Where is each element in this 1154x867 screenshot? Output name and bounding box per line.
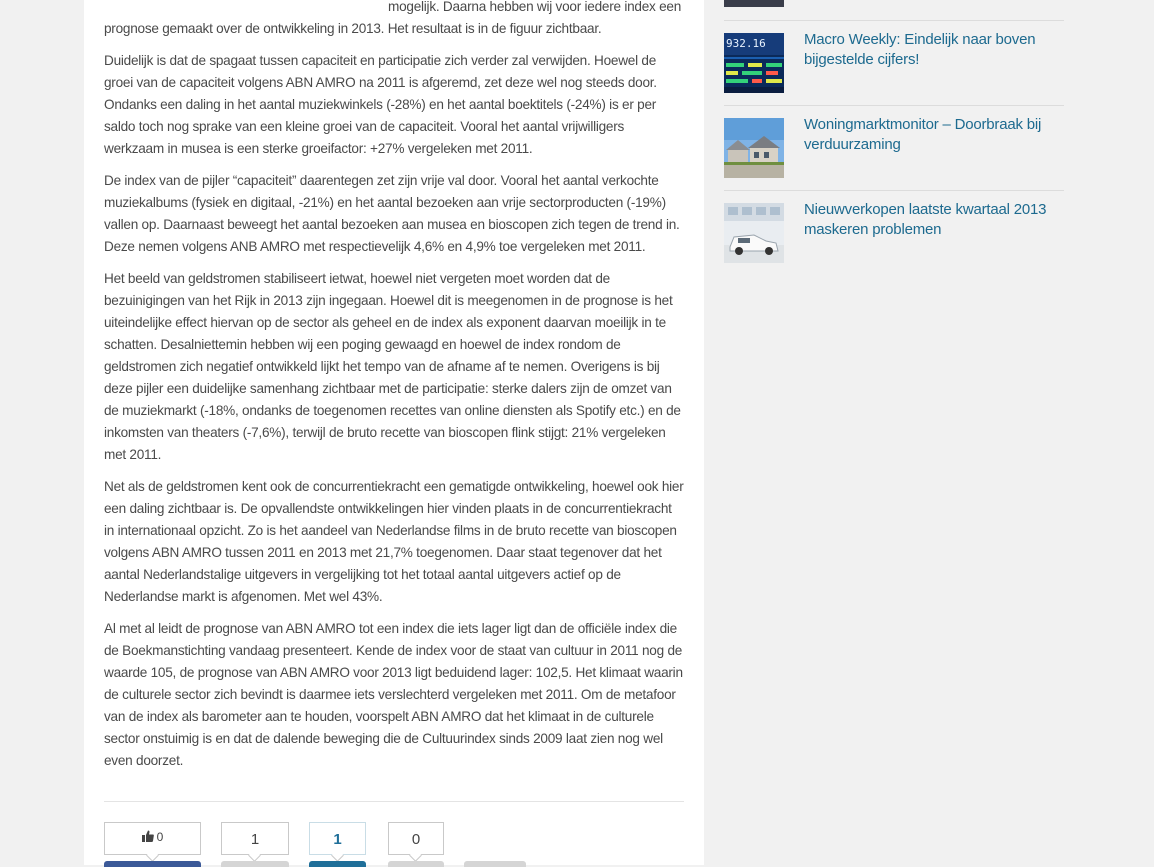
twitter-count: 1 <box>250 831 260 848</box>
googleplus-button-base[interactable] <box>388 861 444 867</box>
extra-share-button-base[interactable] <box>464 861 526 867</box>
article-paragraph: Duidelijk is dat de spagaat tussen capaciteit en participatie zich verder zal verwijden. Hoewel de groei van de capaciteit volgens ABN AMRO na 2011 is afgeremd, zet deze wel nog steeds door. Ondanks een daling in het aantal muziekwinkels (-28%) en het aantal boektitels (-24%) is er per saldo toch nog sprake van een kleine groei van de capaciteit. Vooral het aantal vrijwilligers werkzaam in musea is een sterke groeifactor: +27% vergeleken met 2011. <box>104 53 657 156</box>
houses-thumbnail-icon[interactable] <box>724 118 784 178</box>
twitter-share-button[interactable] <box>221 822 289 855</box>
article-paragraph: Het beeld van geldstromen stabiliseert ietwat, hoewel niet vergeten moet worden dat de bezuinigingen van het Rijk in 2013 zijn ingegaan. Hoewel dit is meegenomen in de prognose is het uiteindelijke effect hiervan op de sector als geheel en de index als exponent daarvan moeilijk in te schatten. Desalniettemin hebben wij een poging gewaagd en hoewel de index rondom de geldstromen zich negatief ontwikkeld lijkt het tempo van de afname af te nemen. Overigens is bij deze pijler een duidelijke samenhang zichtbaar met de participatie: sterke dalers zijn de omzet van de muziekmarkt (-18%, ondanks de toegenomen recettes van online diensten als Spotify etc.) en de inkomsten van theaters (-7,6%), terwijl de bruto recette van bioscopen flink stijgt: 21% vergeleken met 2011. <box>104 271 681 462</box>
related-article-item[interactable] <box>724 190 1064 276</box>
article-paragraph: De index van de pijler “capaciteit” daarentegen zet zijn vrije val door. Vooral het aantal verkochte muziekalbums (fysiek en digitaal, -21%) en het aantal bezoeken aan vrije sectorproducten (-19%) vallen op. Daarnaast beweegt het aantal bezoeken aan musea en bioscopen zich tegen de trend in. Deze nemen volgens ANB AMRO met respectievelijk 4,6% en 4,9% toe vergeleken met 2011. <box>104 173 680 254</box>
related-article-title[interactable]: Nieuwverkopen laatste kwartaal 2013 maskeren problemen <box>804 201 1047 238</box>
googleplus-share-button[interactable] <box>388 822 444 855</box>
stock-ticker-thumbnail-icon[interactable] <box>724 33 784 93</box>
related-article-item[interactable] <box>724 20 1064 106</box>
intro-line-1: mogelijk. Daarna hebben wij voor iedere index een <box>388 0 682 14</box>
article-paragraph: Al met al leidt de prognose van ABN AMRO tot een index die iets lager ligt dan de officiële index die de Boekmanstichting vandaag presenteert. Kende de index voor de staat van cultuur in 2011 nog de waarde 105, de prognose van ABN AMRO voor 2013 ligt beduidend lager: 102,5. Het klimaat waarin de culturele sector zich bevindt is daarmee iets verslechterd vergeleken met 2011. Om de metafoor van de index als barometer aan te houden, voorspelt ABN AMRO dat het klimaat in de culturele sector onstuimig is en dat de dalende beweging die de Cultuurindex sinds 2009 laat zien nog wel even doorzet. <box>104 621 683 768</box>
previous-item-thumbnail[interactable] <box>724 0 784 7</box>
article-paragraph: Net als de geldstromen kent ook de concurrentiekracht een gematigde ontwikkeling, hoewel ook hier een daling zichtbaar is. De opvallendste ontwikkelingen hier vinden plaats in de concurrentiekracht in internationaal opzicht. Zo is het aandeel van Nederlandse films in de bruto recette van bioscopen volgens ABN AMRO tussen 2011 en 2013 met 21,7% toegenomen. Daar staat tegenover dat het aantal Nederlandstalige uitgevers in vergelijking tot het totaal aantal uitgevers actief op de Nederlandse markt is afgenomen. Met wel 43%. <box>104 479 684 604</box>
article-divider <box>104 801 684 802</box>
googleplus-count: 0 <box>411 831 421 848</box>
article-paragraph-intro <box>104 0 684 40</box>
thumbs-up-icon <box>142 830 154 842</box>
related-article-title[interactable]: Macro Weekly: Eindelijk naar boven bijgestelde cijfers! <box>804 31 1036 68</box>
linkedin-share-button[interactable] <box>309 822 366 855</box>
article-paragraphs <box>104 50 684 782</box>
related-article-title[interactable]: Woningmarktmonitor – Doorbraak bij verduurzaming <box>804 116 1042 153</box>
svg-text:932.16: 932.16 <box>726 37 766 50</box>
linkedin-button-base[interactable] <box>309 861 366 867</box>
car-showroom-thumbnail-icon[interactable] <box>724 203 784 263</box>
facebook-button-base[interactable] <box>104 861 201 867</box>
intro-line-2: prognose gemaakt over de ontwikkeling in 2013. Het resultaat is in de figuur zichtbaar. <box>104 21 602 36</box>
linkedin-count: 1 <box>333 831 342 848</box>
related-article-item[interactable] <box>724 105 1064 191</box>
article-container <box>84 0 704 865</box>
facebook-like-button[interactable] <box>104 822 201 855</box>
twitter-button-base[interactable] <box>221 861 289 867</box>
facebook-count: 0 <box>156 830 164 844</box>
